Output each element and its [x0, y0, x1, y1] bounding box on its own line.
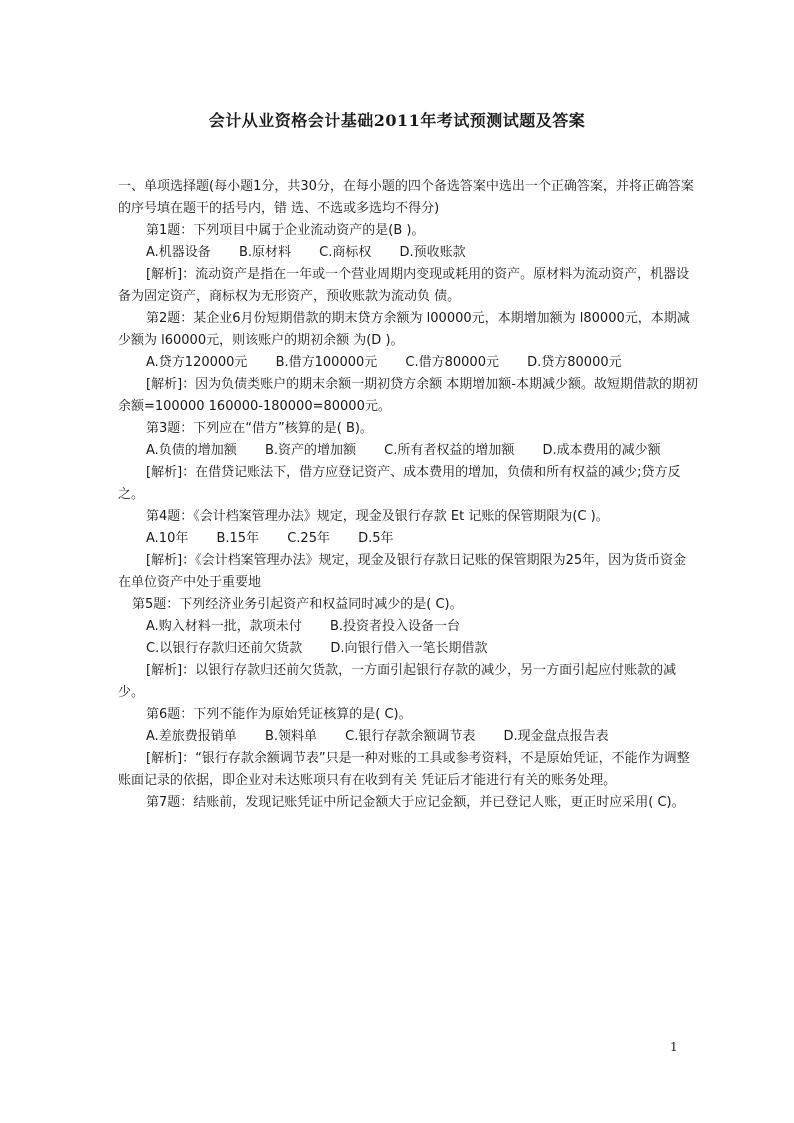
option: A.贷方120000元	[146, 355, 248, 370]
question-2-analysis: [解析]：因为负债类账户的期末余额一期初贷方余额 本期增加额-本期减少额。故短期借款的期初余额=100000 160000-180000=80000元。	[118, 377, 698, 414]
question-6-options	[118, 726, 698, 748]
question-3-options	[118, 440, 698, 462]
option: D.成本费用的减少额	[542, 443, 661, 458]
option: C.商标权	[319, 245, 372, 260]
question-3-analysis: [解析]：在借贷记账法下，借方应登记资产、成本费用的增加，负债和所有权益的减少;贷方反之。	[118, 465, 681, 502]
question-6-analysis: [解析]：“银行存款余额调节表”只是一种对账的工具或参考资料，不是原始凭证，不能作为调整账面记录的依据，即企业对未达账项只有在收到有关 凭证后才能进行有关的账务处理。	[118, 751, 690, 788]
question-2-options	[118, 352, 698, 374]
question-1-stem: 第1题：下列项目中属于企业流动资产的是(B )。	[146, 223, 425, 238]
question-6-stem: 第6题：下列不能作为原始凭证核算的是( C)。	[146, 707, 412, 722]
question-7-stem: 第7题：结账前，发现记账凭证中所记金额大于应记金额，并已登记人账，更正时应采用( C)。	[146, 795, 685, 810]
page-number: 1	[670, 1040, 678, 1054]
question-4-analysis: [解析]：《会计档案管理办法》规定，现金及银行存款日记账的保管期限为25年，因为货币资金在单位资产中处于重要地	[118, 553, 687, 590]
option: C.银行存款余额调节表	[345, 729, 476, 744]
option: B.借方100000元	[275, 355, 378, 370]
option: A.机器设备	[146, 245, 211, 260]
page-title: 会计从业资格会计基础2011年考试预测试题及答案	[208, 111, 586, 130]
option: D.向银行借入一笔长期借款	[330, 641, 488, 656]
question-5-analysis: [解析]：以银行存款归还前欠货款，一方面引起银行存款的减少，另一方面引起应付账款的减少。	[118, 663, 677, 700]
question-4-stem: 第4题：《会计档案管理办法》规定，现金及银行存款 Et 记账的保管期限为(C )。	[146, 509, 609, 524]
question-3-stem: 第3题：下列应在“借方”核算的是( B)。	[146, 421, 373, 436]
option: C.以银行存款归还前欠货款	[146, 641, 303, 656]
question-1-options	[118, 242, 698, 264]
question-2-stem: 第2题：某企业6月份短期借款的期末贷方余额为 l00000元，本期增加额为 l80000元，本期减少额为 l60000元，则该账户的期初余额 为(D )。	[118, 311, 690, 348]
option: C.25年	[287, 531, 330, 546]
option: A.负债的增加额	[146, 443, 237, 458]
section-instructions: 一、单项选择题(每小题1分，共30分，在每小题的四个备选答案中选出一个正确答案，并将正确答案的序号填在题干的括号内，错 选、不选或多选均不得分)	[118, 179, 694, 216]
question-5-stem: 第5题：下列经济业务引起资产和权益同时减少的是( C)。	[132, 597, 463, 612]
option: A.购入材料一批，款项未付	[146, 619, 302, 634]
question-4-options	[118, 528, 698, 550]
question-5-options-row-2	[118, 638, 698, 660]
question-5-options-row-1	[118, 616, 698, 638]
option: C.所有者权益的增加额	[384, 443, 515, 458]
option: B.原材料	[238, 245, 292, 260]
option: B.资产的增加额	[264, 443, 357, 458]
option: B.15年	[216, 531, 260, 546]
option: D.贷方80000元	[527, 355, 622, 370]
option: D.现金盘点报告表	[503, 729, 609, 744]
option: C.借方80000元	[405, 355, 499, 370]
option: B.领料单	[264, 729, 318, 744]
document-body	[118, 176, 698, 814]
option: A.10年	[146, 531, 189, 546]
option: D.预收账款	[399, 245, 466, 260]
option: B.投资者投入设备一台	[329, 619, 461, 634]
option: D.5年	[358, 531, 394, 546]
option: A.差旅费报销单	[146, 729, 237, 744]
question-1-analysis: [解析]：流动资产是指在一年或一个营业周期内变现或耗用的资产。原材料为流动资产，机器设备为固定资产，商标权为无形资产，预收账款为流动负 债。	[118, 267, 690, 304]
